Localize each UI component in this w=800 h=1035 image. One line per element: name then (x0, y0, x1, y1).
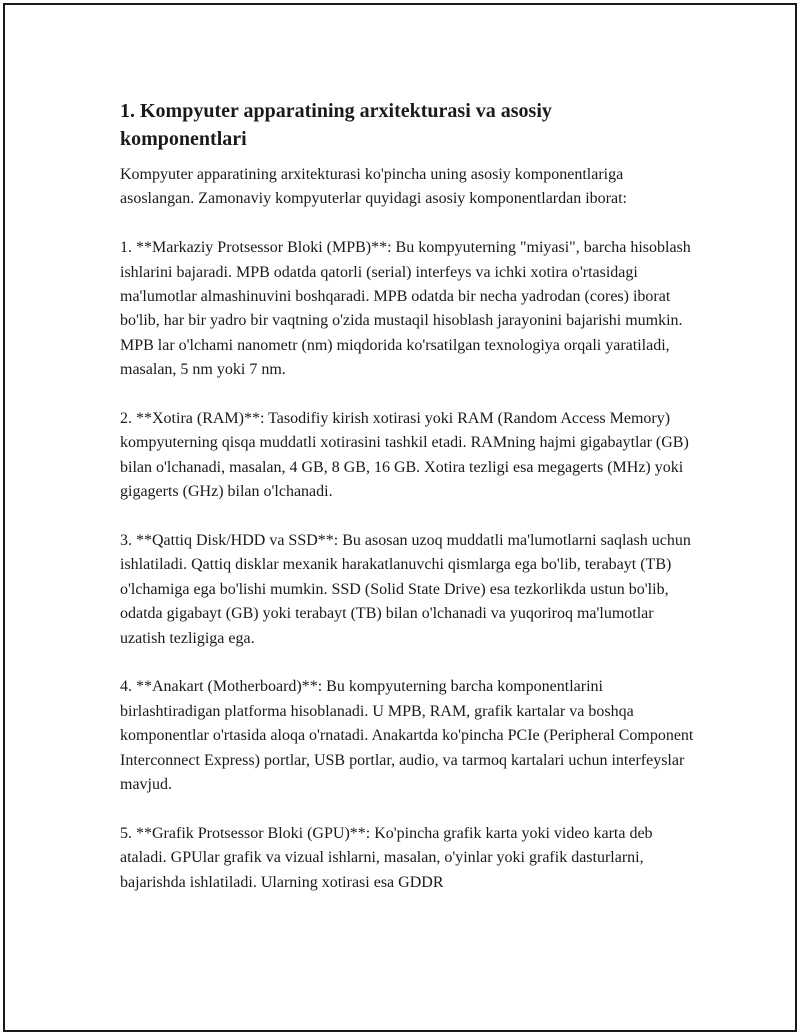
list-item-motherboard: 4. **Anakart (Motherboard)**: Bu kompyuterning barcha komponentlarini birlashtiradigan platforma hisoblanadi. U MPB, RAM, grafik kartalar va boshqa komponentlar o'rtasida aloqa o'rnatadi. Anakartda ko'pincha PCIe (Peripheral Component Interconnect Express) portlar, USB portlar, audio, va tarmoq kartalari uchun interfeyslar mavjud. (120, 678, 694, 794)
document-title: 1. Kompyuter apparatining arxitekturasi va asosiy komponentlari (120, 100, 552, 150)
intro-paragraph: Kompyuter apparatining arxitekturasi ko'pincha uning asosiy komponentlariga asoslangan. Zamonaviy kompyuterlar quyidagi asosiy komponentlardan iborat: (120, 166, 627, 208)
list-item-gpu: 5. **Grafik Protsessor Bloki (GPU)**: Ko'pincha grafik karta yoki video karta deb ataladi. GPUlar grafik va vizual ishlarni, masalan, o'yinlar yoki grafik dasturlarni, bajarishda ishlatiladi. Ularning xotirasi esa GDDR (120, 824, 653, 891)
list-item-cpu: 1. **Markaziy Protsessor Bloki (MPB)**: Bu kompyuterning "miyasi", barcha hisoblash ishlarini bajaradi. MPB odatda qatorli (serial) interfeys va ichki xotira o'rtasidagi ma'lumotlar almashinuvini boshqaradi. MPB odatda bir necha yadrodan (cores) iborat bo'lib, har bir yadro bir vaqtning o'zida mustaqil hisoblash jarayonini bajarishi mumkin. MPB lar o'lchami nanometr (nm) miqdorida ko'rsatilgan texnologiya orqali yaratiladi, masalan, 5 nm yoki 7 nm. (120, 239, 691, 379)
list-item-storage: 3. **Qattiq Disk/HDD va SSD**: Bu asosan uzoq muddatli ma'lumotlarni saqlash uchun ishlatiladi. Qattiq disklar mexanik harakatlanuvchi qismlarga ega bo'lib, terabayt (TB) o'lchamiga ega bo'lishi mumkin. SSD (Solid State Drive) esa tezkorlikda ustun bo'lib, odatda gigabayt (GB) yoki terabayt (TB) bilan o'lchanadi va yuqoriroq ma'lumotlar uzatish tezligiga ega. (120, 532, 691, 647)
list-item-ram: 2. **Xotira (RAM)**: Tasodifiy kirish xotirasi yoki RAM (Random Access Memory) kompyuterning qisqa muddatli xotirasini tashkil etadi. RAMning hajmi gigabaytlar (GB) bilan o'lchanadi, masalan, 4 GB, 8 GB, 16 GB. Xotira tezligi esa megagerts (MHz) yoki gigagerts (GHz) bilan o'lchanadi. (120, 410, 689, 501)
document-body (120, 97, 700, 920)
page-frame (3, 3, 797, 1032)
